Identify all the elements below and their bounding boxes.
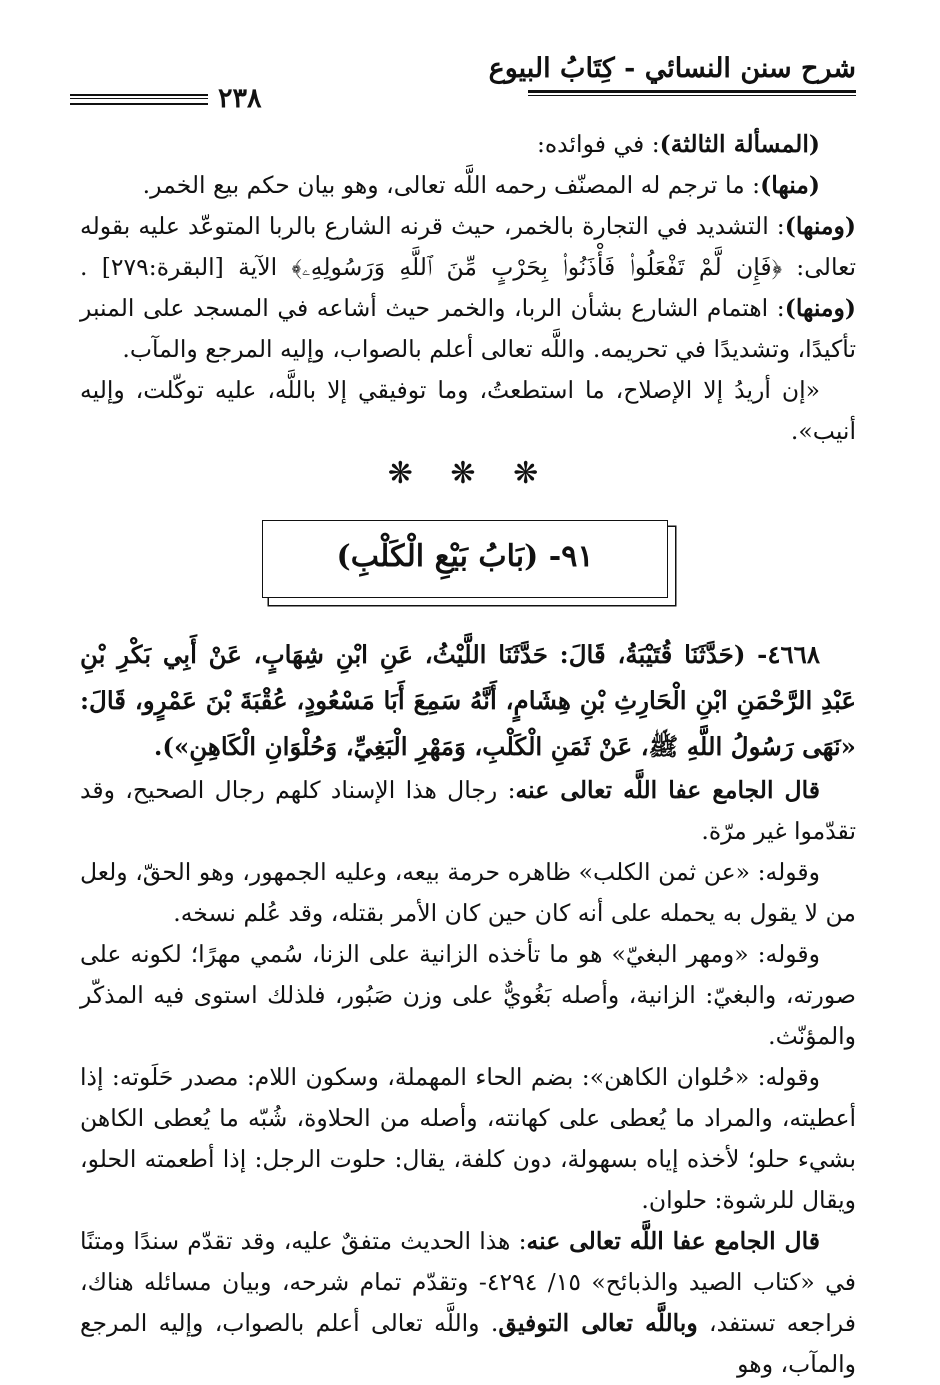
running-header-title: شرح سنن النسائي - كِتَابُ البيوع <box>488 53 856 84</box>
header-rule-ornament <box>70 94 208 105</box>
commentary-paragraph-5 <box>80 1221 856 1385</box>
masala-text: : في فوائده: <box>536 130 660 158</box>
chapter-heading: ٩١- (بَابُ بَيْعِ الْكَلْبِ) <box>336 539 594 574</box>
commentary-paragraph-2: وقوله: «عن ثمن الكلب» ظاهره حرمة بيعه، وعليه الجمهور، وهو الحقّ، ولعل من لا يقول به يحمله على أنه كان حين كان الأمر بقتله، وقد عُلم نسخه. <box>80 858 856 927</box>
masala-heading-paragraph <box>80 124 856 165</box>
section-benefits <box>80 124 856 452</box>
commentary-1-text: : رجال هذا الإسناد كلهم رجال الصحيح، وقد تقدّموا غير مرّة. <box>80 776 856 845</box>
page-number: ٢٣٨ <box>218 83 262 114</box>
benefit-1-label: (منها) <box>760 171 820 199</box>
hadith-paragraph: ٤٦٦٨- (حَدَّثَنَا قُتَيْبَةُ، قَالَ: حَدَّثَنَا اللَّيْثُ، عَنِ ابْنِ شِهَابٍ، عَنْ أَبِي بَكْرِ بْنِ عَبْدِ الرَّحْمَنِ ابْنِ الْحَارِثِ بْنِ هِشَامٍ، أَنَّهُ سَمِعَ أَبَا مَسْعُودٍ، عُقْبَةَ بْنَ عَمْرٍو، قَالَ: «نَهَى رَسُولُ اللَّهِ ﷺ، عَنْ ثَمَنِ الْكَلْبِ، وَمَهْرِ الْبَغِيِّ، وَحُلْوَانِ الْكَاهِنِ»). <box>80 640 856 761</box>
section-separator-stars: ❋ ❋ ❋ <box>387 456 553 491</box>
commentary-paragraph-4: وقوله: «حُلوان الكاهن»: بضم الحاء المهملة، وسكون اللام: مصدر حَلَوته: إذا أعطيته، والمراد ما يُعطى على كهانته، وأصله من الحلاوة، شُبّه ما يُعطى الكاهن بشيء حلو؛ لأخذه إياه بسهولة، دون كلفة، يقال: حلوت الرجل: إذا أطعمته الحلو، ويقال للرشوة: حلوان. <box>80 1063 856 1214</box>
commentary-5-text: : هذا الحديث متفقٌ عليه، وقد تقدّم سندًا ومتنًا في «كتاب الصيد والذبائح» ١٥/ ٤٢٩٤- وتقدّم تمام شرحه، وبيان مسائله هناك، فراجعه تستفد، <box>80 1227 856 1337</box>
benefit-paragraph-1 <box>80 165 856 206</box>
chapter-heading-box <box>262 520 668 598</box>
benefit-2-label: (ومنها) <box>784 212 856 240</box>
commentary-1-label: قال الجامع عفا اللَّه تعالى عنه <box>515 776 821 804</box>
header-title-underline <box>528 90 856 96</box>
section-hadith <box>80 632 856 1385</box>
running-header <box>70 52 856 114</box>
commentary-paragraph-3: وقوله: «ومهر البغيّ» هو ما تأخذه الزانية على الزنا، سُمي مهرًا؛ لكونه على صورته، والبغيّ: الزانية، وأصله بَغُويٌّ على وزن صَبُور، فلذلك استوى فيه المذكّر والمؤنّث. <box>80 940 856 1050</box>
benefit-2-text: : التشديد في التجارة بالخمر، حيث قرنه الشارع بالربا المتوعّد عليه بقوله تعالى: ﴿فَإِن لَّمْ تَفْعَلُوا۟ فَأْذَنُوا۟ بِحَرْبٍ مِّنَ ٱللَّهِ وَرَسُولِهِۦ﴾ الآية [البقرة:٢٧٩] . <box>80 212 857 281</box>
masala-label: (المسألة الثالثة) <box>659 130 820 158</box>
closing-quote-paragraph: «إن أريدُ إلا الإصلاح، ما استطعتُ، وما توفيقي إلا باللَّه، عليه توكّلت، وإليه أنيب». <box>80 376 856 445</box>
commentary-5-bold-tail: وباللَّه تعالى التوفيق <box>498 1309 698 1337</box>
commentary-paragraph-1 <box>80 770 856 852</box>
commentary-5-end: . واللَّه تعالى أعلم بالصواب، وإليه المرجع والمآب، وهو <box>80 1309 856 1378</box>
commentary-5-label: قال الجامع عفا اللَّه تعالى عنه <box>526 1227 820 1255</box>
benefit-1-text: : ما ترجم له المصنّف رحمه اللَّه تعالى، وهو بيان حكم بيع الخمر. <box>142 171 761 199</box>
benefit-3-label: (ومنها) <box>784 294 856 322</box>
benefit-3-text: : اهتمام الشارع بشأن الربا، والخمر حيث أشاعه في المسجد على المنبر تأكيدًا، وتشديدًا في تحريمه. واللَّه تعالى أعلم بالصواب، وإليه المرجع والمآب. <box>80 294 856 363</box>
benefit-paragraph-2 <box>80 206 856 370</box>
